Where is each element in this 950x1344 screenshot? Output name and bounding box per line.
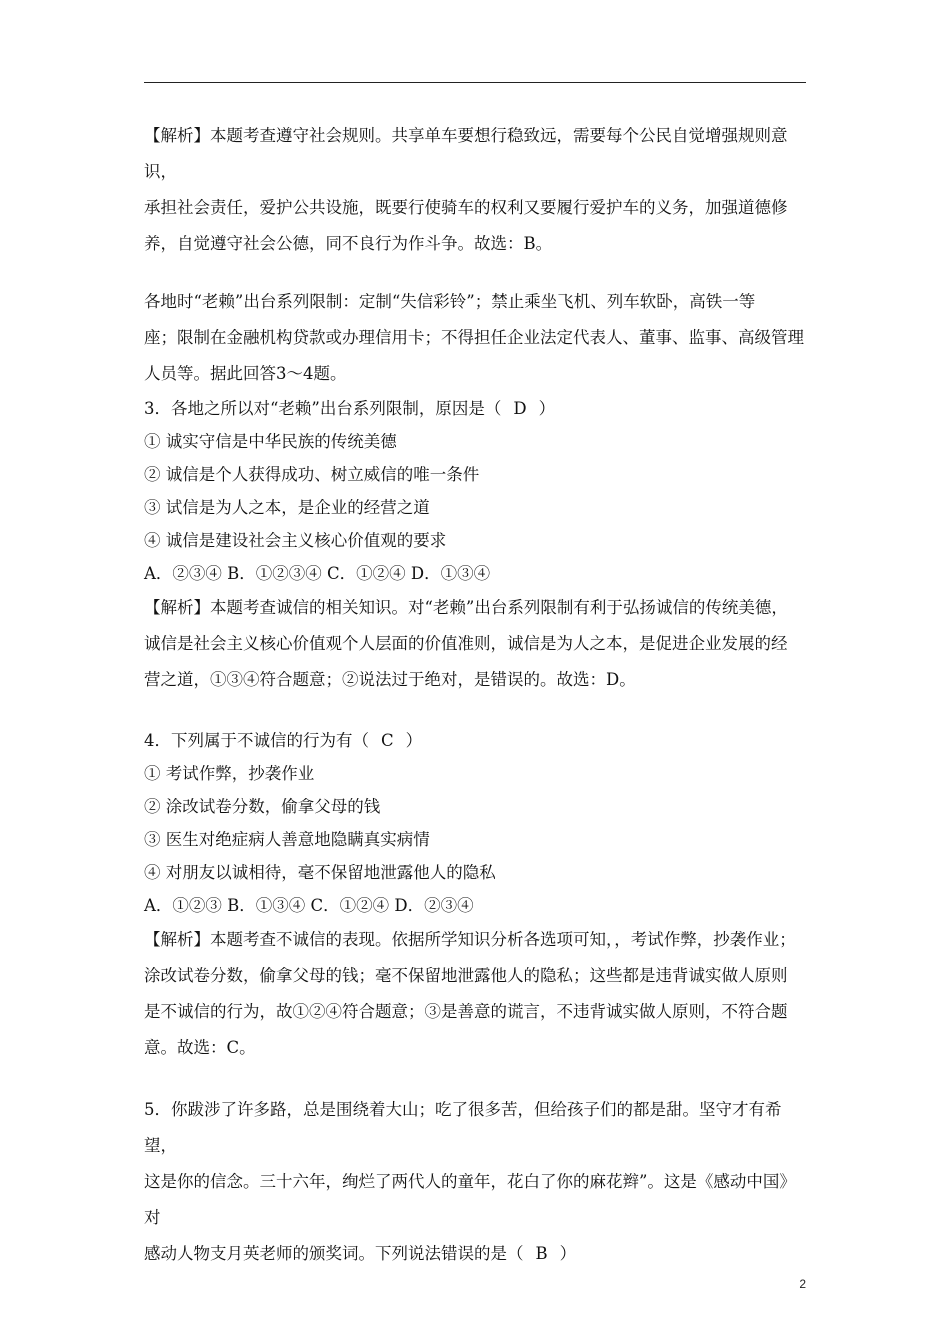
header-rule [144, 82, 806, 83]
analysis-q2-line: 承担社会责任，爱护公共设施，既要行使骑车的权利又要履行爱护车的义务，加强道德修 [144, 198, 788, 217]
q3-close: ） [538, 399, 556, 418]
q4-statement: ① 考试作弊，抄袭作业 [144, 764, 315, 783]
q4-analysis-line: 【解析】本题考查不诚信的表现。依据所学知识分析各选项可知，，考试作弊，抄袭作业； [144, 930, 796, 949]
q3-statement: ① 诚实守信是中华民族的传统美德 [144, 432, 397, 451]
q4-statement: ③ 医生对绝症病人善意地隐瞒真实病情 [144, 830, 430, 849]
q4-stem-text: 4．下列属于不诚信的行为有（ [144, 731, 369, 750]
page-content [144, 118, 810, 1272]
q4-analysis-line: 涂改试卷分数，偷拿父母的钱；毫不保留地泄露他人的隐私；这些都是违背诚实做人原则 [144, 966, 788, 985]
q3-answer: D [513, 399, 527, 418]
q3-statement: ② 诚信是个人获得成功、树立威信的唯一条件 [144, 465, 480, 484]
q4-answer: C [381, 731, 394, 750]
q4-analysis-line: 是不诚信的行为，故①②④符合题意；③是善意的谎言，不违背诚实做人原则，不符合题 [144, 1002, 788, 1021]
material-line: 座；限制在金融机构贷款或办理信用卡；不得担任企业法定代表人、董事、监事、高级管理 [144, 328, 804, 347]
q4-statement: ② 涂改试卷分数，偷拿父母的钱 [144, 797, 381, 816]
q3-analysis-line: 【解析】本题考查诚信的相关知识。对“老赖”出台系列限制有利于弘扬诚信的传统美德， [144, 598, 788, 617]
question-4-stem [144, 724, 810, 757]
q3-statement: ③ 试信是为人之本，是企业的经营之道 [144, 498, 430, 517]
q3-analysis-line: 营之道，①③④符合题意；②说法过于绝对，是错误的。故选：D。 [144, 670, 636, 689]
q3-statement: ④ 诚信是建设社会主义核心价值观的要求 [144, 531, 447, 550]
q5-stem-text: 感动人物支月英老师的颁奖词。下列说法错误的是（ [144, 1244, 524, 1263]
question-5-stem [144, 1236, 810, 1272]
q3-stem-text: 3．各地之所以对“老赖”出台系列限制，原因是（ [144, 399, 502, 418]
q4-analysis-line: 意。故选：C。 [144, 1038, 256, 1057]
question-3-stem [144, 392, 810, 425]
q4-options: A．①②③ B．①③④ C．①②④ D．②③④ [144, 896, 474, 915]
q3-analysis-line: 诚信是社会主义核心价值观个人层面的价值准则，诚信是为人之本，是促进企业发展的经 [144, 634, 788, 653]
material-line: 人员等。据此回答3～4题。 [144, 364, 347, 383]
q3-options: A．②③④ B．①②③④ C．①②④ D．①③④ [144, 564, 491, 583]
page-number: 2 [799, 1277, 806, 1291]
q5-answer: B [535, 1244, 548, 1263]
q4-statement: ④ 对朋友以诚相待，毫不保留地泄露他人的隐私 [144, 863, 496, 882]
question-5-line: 这是你的信念。三十六年，绚烂了两代人的童年，花白了你的麻花辫”。这是《感动中国》对 [144, 1172, 796, 1227]
q5-close: ） [559, 1244, 577, 1263]
question-5-line: 5．你跋涉了许多路，总是围绕着大山；吃了很多苦，但给孩子们的都是甜。坚守才有希望， [144, 1100, 782, 1155]
material-line: 各地时“老赖”出台系列限制：定制“失信彩铃”；禁止乘坐飞机、列车软卧，高铁一等 [144, 292, 756, 311]
analysis-q2-line: 养，自觉遵守社会公德，同不良行为作斗争。故选：B。 [144, 234, 553, 253]
q4-close: ） [405, 731, 423, 750]
analysis-q2-line: 【解析】本题考查遵守社会规则。共享单车要想行稳致远，需要每个公民自觉增强规则意识， [144, 126, 788, 181]
